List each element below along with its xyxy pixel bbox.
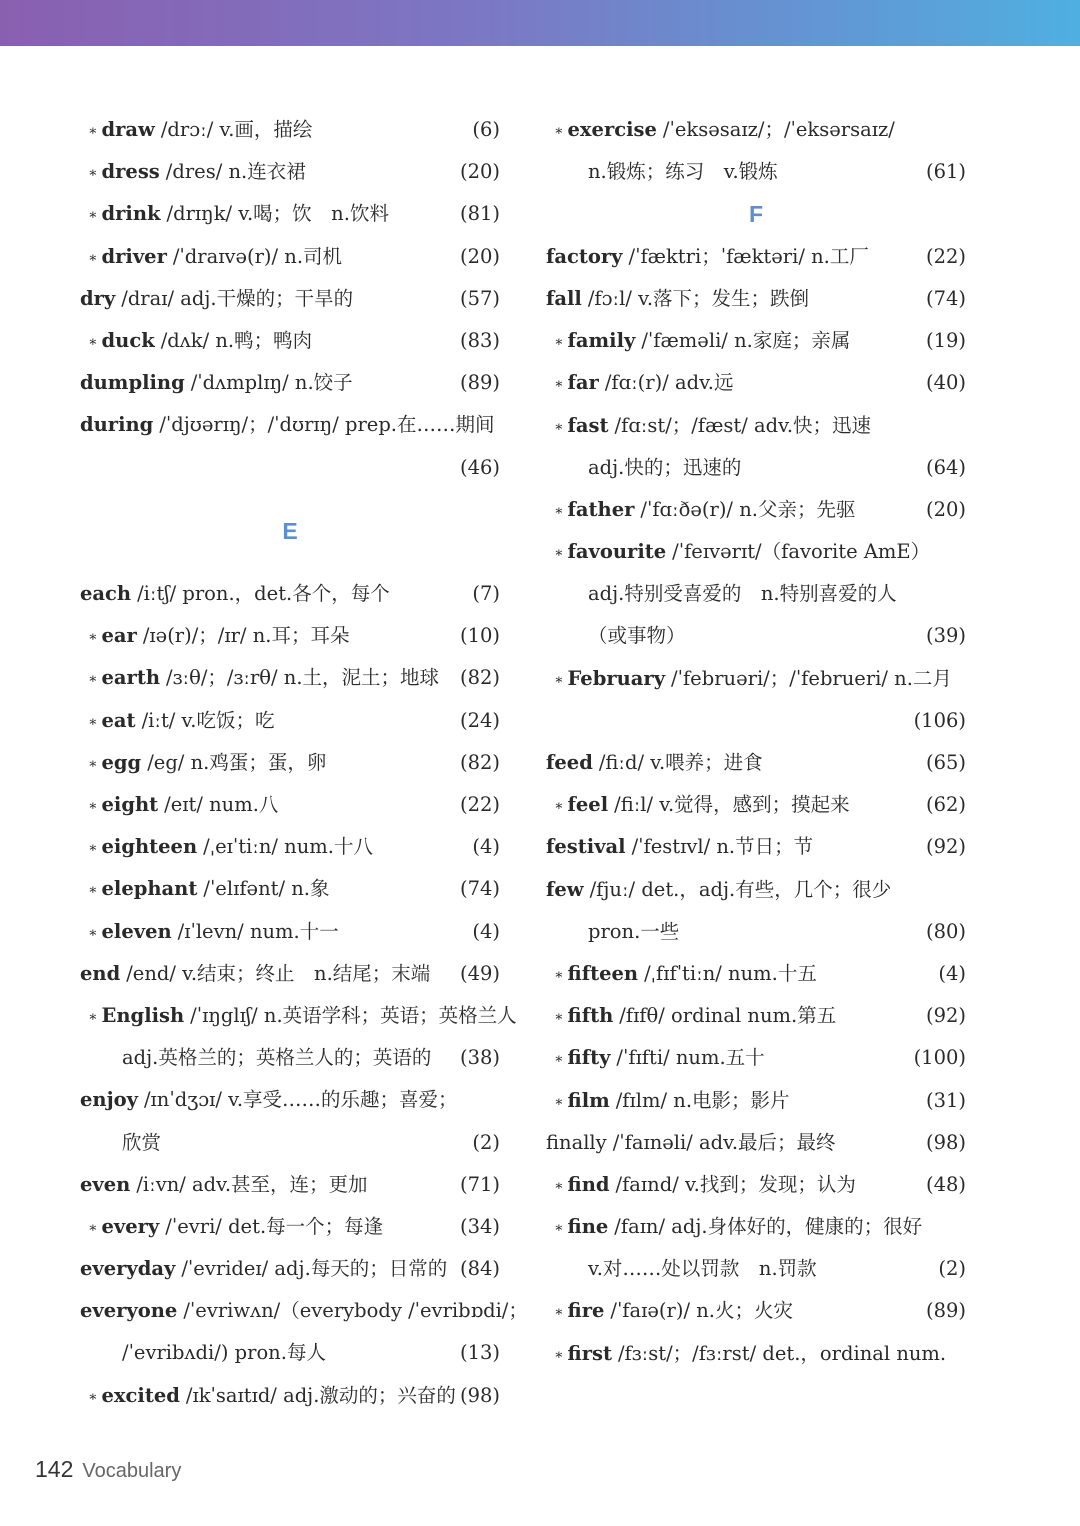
definition: /iːt/ v.吃饭；吃 xyxy=(141,708,275,732)
vocab-entry xyxy=(80,1290,528,1332)
asterisk-icon: ∗ xyxy=(554,123,564,139)
definition-continuation xyxy=(546,911,966,953)
definition: /fɪlm/ n.电影；影片 xyxy=(615,1088,790,1112)
vocab-entry xyxy=(80,236,500,278)
asterisk-icon: ∗ xyxy=(88,629,98,646)
vocab-entry xyxy=(546,362,966,404)
continuation-text: （或事物） xyxy=(588,624,686,648)
asterisk-icon: ∗ xyxy=(554,502,564,519)
asterisk-icon: ∗ xyxy=(554,545,564,562)
headword: exercise xyxy=(567,118,657,141)
asterisk-icon: ∗ xyxy=(88,123,98,139)
asterisk-icon: ∗ xyxy=(88,207,98,224)
asterisk-icon: ∗ xyxy=(554,376,564,393)
headword: eight xyxy=(101,793,159,817)
definition: /ˈfɑːðə(r)/ n.父亲；先驱 xyxy=(640,497,856,521)
vocab-entry xyxy=(80,193,500,235)
lesson-page-ref: (89) xyxy=(459,371,500,395)
asterisk-icon: ∗ xyxy=(88,840,98,857)
definition: /faɪnd/ v.找到；发现；认为 xyxy=(615,1172,856,1196)
vocab-entry xyxy=(546,1164,966,1206)
definition: /fiːd/ v.喂养；进食 xyxy=(598,751,763,775)
definition: /ˈevrideɪ/ adj.每天的；日常的 xyxy=(181,1257,448,1281)
asterisk-icon: ∗ xyxy=(88,924,98,941)
asterisk-icon: ∗ xyxy=(88,333,98,350)
lesson-page-ref: (4) xyxy=(938,961,966,985)
left-column xyxy=(80,109,528,1417)
vocab-entry xyxy=(80,362,500,404)
headword: eighteen xyxy=(101,835,198,859)
headword: everyday xyxy=(80,1257,176,1281)
lesson-page-ref: (74) xyxy=(459,877,500,901)
headword: fall xyxy=(546,286,582,310)
asterisk-icon: ∗ xyxy=(554,1220,564,1237)
headword: dumpling xyxy=(80,371,185,395)
right-column xyxy=(546,109,966,1375)
definition: /ˈevriwʌn/（everybody /ˈevribɒdi/； xyxy=(183,1299,528,1323)
lesson-page-ref: (92) xyxy=(925,1004,966,1028)
definition: /ˈelɪfənt/ n.象 xyxy=(203,877,330,901)
headword: earth xyxy=(101,666,161,690)
headword: fifteen xyxy=(567,961,639,985)
vocab-entry xyxy=(80,995,517,1037)
definition-continuation xyxy=(80,1122,500,1164)
vocab-entry xyxy=(80,657,500,699)
lesson-page-ref: (65) xyxy=(925,751,966,775)
lesson-page-ref: (57) xyxy=(459,286,500,310)
headword: each xyxy=(80,582,132,606)
headword: few xyxy=(546,877,584,901)
definition: /ɪnˈdʒɔɪ/ v.享受……的乐趣；喜爱； xyxy=(143,1088,458,1112)
definition-continuation xyxy=(80,1332,500,1374)
definition: /fiːl/ v.觉得，感到；摸起来 xyxy=(614,793,850,817)
vocab-entry xyxy=(80,573,500,615)
vocab-entry xyxy=(546,869,966,911)
headword: father xyxy=(567,497,635,521)
vocab-entry xyxy=(546,109,966,151)
lesson-page-ref: (7) xyxy=(472,582,500,606)
headword: favourite xyxy=(567,540,667,564)
headword: draw xyxy=(101,118,155,141)
asterisk-icon: ∗ xyxy=(88,1388,98,1405)
vocab-entry xyxy=(80,1079,500,1121)
definition: /end/ v.结束；终止 n.结尾；末端 xyxy=(126,961,431,985)
vocab-entry xyxy=(80,404,500,446)
vocab-entry xyxy=(80,615,500,657)
lesson-page-ref: (64) xyxy=(925,455,966,479)
vocab-entry xyxy=(80,1206,500,1248)
headword: driver xyxy=(101,244,167,268)
vocab-entry xyxy=(546,278,966,320)
definition: /ˈfaɪnəli/ adv.最后；最终 xyxy=(612,1130,836,1154)
lesson-page-ref: (71) xyxy=(459,1172,500,1196)
lesson-page-ref: (2) xyxy=(472,1130,500,1154)
lesson-page-ref: (38) xyxy=(459,1046,500,1070)
lesson-page-ref: (98) xyxy=(459,1383,500,1407)
headword: first xyxy=(567,1341,612,1365)
continuation-text: pron.一些 xyxy=(588,919,680,943)
lesson-page-ref: (20) xyxy=(459,244,500,268)
asterisk-icon: ∗ xyxy=(554,1009,564,1026)
definition: /iːtʃ/ pron.，det.各个，每个 xyxy=(137,582,390,606)
definition: /ˈfaɪə(r)/ n.火；火灾 xyxy=(610,1299,793,1323)
definition: /ˈdjʊərɪŋ/；/ˈdʊrɪŋ/ prep.在……期间 xyxy=(159,413,495,437)
asterisk-icon: ∗ xyxy=(88,713,98,730)
definition: /fɜːst/；/fɜːrst/ det.，ordinal num. xyxy=(617,1341,947,1365)
lesson-page-ref: (31) xyxy=(925,1088,966,1112)
lesson-page-ref: (81) xyxy=(459,202,500,226)
vocab-entry xyxy=(80,109,500,151)
headword: everyone xyxy=(80,1299,178,1323)
definition: /drɔː/ v.画，描绘 xyxy=(160,118,313,141)
headword: feed xyxy=(546,751,593,775)
vocab-entry xyxy=(546,953,966,995)
continuation-text: v.对……处以罚款 n.罚款 xyxy=(588,1257,817,1281)
lesson-page-ref: (106) xyxy=(913,708,966,732)
lesson-page-ref: (100) xyxy=(913,1046,966,1070)
definition-continuation xyxy=(80,447,500,489)
asterisk-icon: ∗ xyxy=(554,1051,564,1068)
definition: /ɜːθ/；/ɜːrθ/ n.土，泥土；地球 xyxy=(166,666,440,690)
lesson-page-ref: (80) xyxy=(925,919,966,943)
definition: /ɪə(r)/；/ɪr/ n.耳；耳朵 xyxy=(142,624,350,648)
asterisk-icon: ∗ xyxy=(554,418,564,435)
definition: /fɑː(r)/ adv.远 xyxy=(604,371,734,395)
definition: /ˈfæktri；ˈfæktəri/ n.工厂 xyxy=(628,244,869,268)
headword: festival xyxy=(546,835,626,859)
headword: drink xyxy=(101,202,161,226)
definition: /ˈeksəsaɪz/；/ˈeksərsaɪz/ xyxy=(662,118,895,141)
vocab-entry xyxy=(80,826,500,868)
continuation-text: adj.英格兰的；英格兰人的；英语的 xyxy=(122,1046,432,1070)
lesson-page-ref: (4) xyxy=(472,835,500,859)
definition: /draɪ/ adj.干燥的；干旱的 xyxy=(121,286,354,310)
definition: /ɪˈlevn/ num.十一 xyxy=(177,919,339,943)
lesson-page-ref: (19) xyxy=(925,329,966,353)
asterisk-icon: ∗ xyxy=(554,798,564,815)
lesson-page-ref: (74) xyxy=(925,286,966,310)
asterisk-icon: ∗ xyxy=(554,1177,564,1194)
lesson-page-ref: (39) xyxy=(925,624,966,648)
definition: /drɪŋk/ v.喝；饮 n.饮料 xyxy=(166,202,389,226)
vocab-entry xyxy=(80,911,500,953)
lesson-page-ref: (2) xyxy=(938,1257,966,1281)
vocab-entry xyxy=(546,826,966,868)
definition: /ˈfebruəri/；/ˈfebrueri/ n.二月 xyxy=(671,666,952,690)
definition: /ˌfɪfˈtiːn/ num.十五 xyxy=(644,961,817,985)
headword: dress xyxy=(101,160,160,184)
headword: excited xyxy=(101,1383,180,1407)
vocab-entry xyxy=(80,151,500,193)
definition: /fjuː/ det.，adj.有些，几个；很少 xyxy=(589,877,892,901)
lesson-page-ref: (24) xyxy=(459,708,500,732)
lesson-page-ref: (84) xyxy=(459,1257,500,1281)
asterisk-icon: ∗ xyxy=(88,165,98,182)
definition: /ˈdraɪvə(r)/ n.司机 xyxy=(172,244,343,268)
asterisk-icon: ∗ xyxy=(554,334,564,351)
lesson-page-ref: (62) xyxy=(925,793,966,817)
vocab-entry xyxy=(80,1164,500,1206)
vocab-entry xyxy=(546,489,966,531)
definition: /eg/ n.鸡蛋；蛋，卵 xyxy=(147,750,327,774)
headword: English xyxy=(101,1003,185,1027)
lesson-page-ref: (83) xyxy=(459,328,500,352)
lesson-page-ref: (4) xyxy=(472,919,500,943)
headword: fifty xyxy=(567,1046,611,1070)
definition: /ˈfɪfti/ num.五十 xyxy=(616,1046,765,1070)
vocab-entry xyxy=(80,320,500,362)
lesson-page-ref: (22) xyxy=(459,793,500,817)
headword: end xyxy=(80,961,121,985)
definition: /faɪn/ adj.身体好的，健康的；很好 xyxy=(614,1215,923,1239)
definition: /fɑːst/；/fæst/ adv.快；迅速 xyxy=(614,413,872,437)
asterisk-icon: ∗ xyxy=(88,249,98,266)
headword: eat xyxy=(101,708,136,732)
definition-continuation xyxy=(546,447,966,489)
page-number: 142 xyxy=(35,1456,74,1482)
definition: /ˈfæməli/ n.家庭；亲属 xyxy=(641,329,851,353)
headword: fire xyxy=(567,1299,605,1323)
vocab-entry xyxy=(546,405,966,447)
headword: elephant xyxy=(101,877,198,901)
definition: /ˈɪŋglɪʃ/ n.英语学科；英语；英格兰人 xyxy=(190,1003,517,1027)
vocab-entry xyxy=(546,531,966,573)
asterisk-icon: ∗ xyxy=(88,882,98,899)
vocab-entry xyxy=(546,742,966,784)
headword: eleven xyxy=(101,919,172,943)
headword: dry xyxy=(80,286,116,310)
asterisk-icon: ∗ xyxy=(88,798,98,815)
asterisk-icon: ∗ xyxy=(554,966,564,983)
definition: /ˈdʌmplɪŋ/ n.饺子 xyxy=(190,371,353,395)
definition-continuation xyxy=(546,151,966,193)
definition: /ɪkˈsaɪtɪd/ adj.激动的；兴奋的 xyxy=(185,1383,456,1407)
page-footer xyxy=(35,1456,181,1483)
vocab-entry xyxy=(80,868,500,910)
headword: during xyxy=(80,413,154,437)
lesson-page-ref: (13) xyxy=(459,1341,500,1365)
definition-continuation xyxy=(546,700,966,742)
headword: duck xyxy=(101,328,155,352)
continuation-text: /ˈevribʌdi/) pron.每人 xyxy=(122,1341,326,1365)
lesson-page-ref: (89) xyxy=(925,1299,966,1323)
vocab-entry xyxy=(80,278,500,320)
lesson-page-ref: (46) xyxy=(459,455,500,479)
lesson-page-ref: (61) xyxy=(925,160,966,184)
continuation-text: adj.快的；迅速的 xyxy=(588,455,742,479)
lesson-page-ref: (98) xyxy=(925,1130,966,1154)
vocab-entry xyxy=(546,1080,966,1122)
definition: /ˈfestɪvl/ n.节日；节 xyxy=(631,835,814,859)
vocab-entry xyxy=(80,784,500,826)
definition: /dʌk/ n.鸭；鸭肉 xyxy=(160,328,313,352)
lesson-page-ref: (40) xyxy=(925,371,966,395)
headword: egg xyxy=(101,750,142,774)
headword: find xyxy=(567,1172,610,1196)
definition: /ˈevri/ det.每一个；每逢 xyxy=(165,1214,384,1238)
section-label: Vocabulary xyxy=(82,1460,182,1482)
vocab-entry xyxy=(546,995,966,1037)
asterisk-icon: ∗ xyxy=(88,671,98,688)
headword: enjoy xyxy=(80,1088,138,1112)
vocab-entry xyxy=(546,236,966,278)
vocab-entry xyxy=(546,1037,966,1079)
definition-continuation xyxy=(546,573,966,615)
vocab-entry xyxy=(80,953,500,995)
vocab-entry xyxy=(546,784,966,826)
letter-heading: E xyxy=(282,517,298,544)
headword: even xyxy=(80,1172,131,1196)
vocab-entry xyxy=(80,1248,500,1290)
headword: fifth xyxy=(567,1004,614,1028)
definition: /eɪt/ num.八 xyxy=(164,793,279,817)
asterisk-icon: ∗ xyxy=(88,1219,98,1236)
headword: feel xyxy=(567,793,609,817)
headword: fast xyxy=(567,413,609,437)
vocab-entry xyxy=(546,658,966,700)
asterisk-icon: ∗ xyxy=(554,671,564,688)
headword: film xyxy=(567,1088,610,1112)
definition-continuation xyxy=(80,1037,500,1079)
lesson-page-ref: (82) xyxy=(459,750,500,774)
headword: far xyxy=(567,371,599,395)
vocab-entry xyxy=(546,1333,966,1375)
top-color-band xyxy=(0,0,1080,46)
asterisk-icon: ∗ xyxy=(554,1346,564,1363)
lesson-page-ref: (22) xyxy=(925,244,966,268)
vocab-entry xyxy=(546,1206,966,1248)
lesson-page-ref: (20) xyxy=(459,160,500,184)
definition: /fɪfθ/ ordinal num.第五 xyxy=(619,1004,837,1028)
definition-continuation xyxy=(546,615,966,657)
headword: February xyxy=(567,666,666,690)
definition: /ˌeɪˈtiːn/ num.十八 xyxy=(203,835,373,859)
letter-heading: F xyxy=(748,201,764,228)
lesson-page-ref: (92) xyxy=(925,835,966,859)
lesson-page-ref: (20) xyxy=(925,497,966,521)
lesson-page-ref: (10) xyxy=(459,624,500,648)
asterisk-icon: ∗ xyxy=(88,1008,98,1025)
asterisk-icon: ∗ xyxy=(554,1304,564,1321)
definition: /ˈfeɪvərɪt/（favorite AmE） xyxy=(672,540,931,564)
headword: family xyxy=(567,329,636,353)
lesson-page-ref: (82) xyxy=(459,666,500,690)
lesson-page-ref: (34) xyxy=(459,1214,500,1238)
definition: /dres/ n.连衣裙 xyxy=(165,160,306,184)
asterisk-icon: ∗ xyxy=(554,1093,564,1110)
vocab-entry xyxy=(80,1375,500,1417)
lesson-page-ref: (48) xyxy=(925,1172,966,1196)
continuation-text: adj.特别受喜爱的 n.特别喜爱的人 xyxy=(588,582,897,606)
vocab-entry xyxy=(80,700,500,742)
definition-continuation xyxy=(546,1248,966,1290)
lesson-page-ref: (49) xyxy=(459,961,500,985)
vocab-entry xyxy=(546,320,966,362)
headword: every xyxy=(101,1214,160,1238)
vocab-entry xyxy=(546,1122,966,1164)
asterisk-icon: ∗ xyxy=(88,755,98,772)
headword: factory xyxy=(546,244,623,268)
definition: /iːvn/ adv.甚至，连；更加 xyxy=(136,1172,368,1196)
headword: finally xyxy=(546,1130,607,1154)
definition: /fɔːl/ v.落下；发生；跌倒 xyxy=(587,286,810,310)
vocab-entry xyxy=(80,742,500,784)
continuation-text: n.锻炼；练习 v.锻炼 xyxy=(588,160,778,184)
headword: ear xyxy=(101,624,137,648)
continuation-text: 欣赏 xyxy=(122,1130,162,1154)
vocab-entry xyxy=(546,1290,966,1332)
headword: fine xyxy=(567,1215,609,1239)
lesson-page-ref: (6) xyxy=(472,118,500,141)
